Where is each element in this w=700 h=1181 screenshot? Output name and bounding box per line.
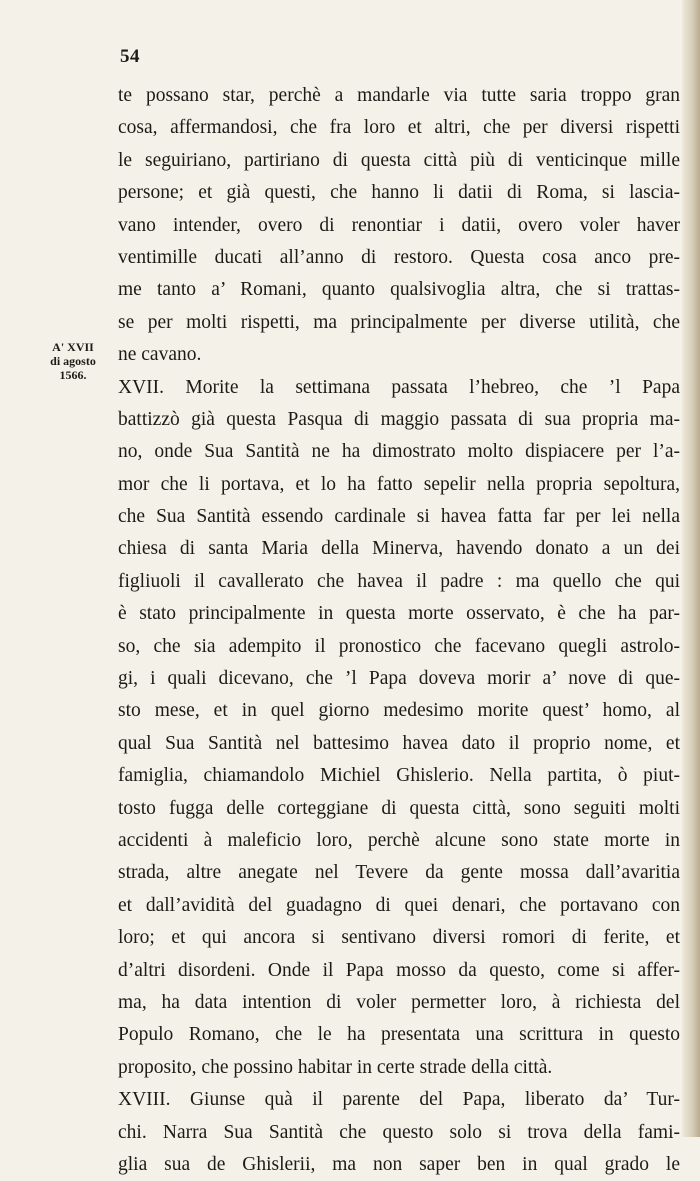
text-line: no, onde Sua Santità ne ha dimostrato molto dispiacere per l’a- bbox=[118, 441, 680, 463]
text-line: persone; et già questi, che hanno li datii di Roma, si lascia- bbox=[118, 182, 680, 204]
margin-note-line: A' XVII bbox=[52, 340, 94, 354]
margin-note-date bbox=[32, 340, 114, 382]
text-line: te possano star, perchè a mandarle via tutte saria troppo gran bbox=[118, 85, 680, 106]
text-line: XVII. Morite la settimana passata l’hebreo, che ’l Papa bbox=[118, 376, 680, 398]
text-line: accidenti à maleficio loro, perchè alcune sono state morte in bbox=[118, 829, 680, 851]
text-line: le seguiriano, partiriano di questa città più di venticinque mille bbox=[118, 149, 680, 171]
text-line: è stato principalmente in questa morte osservato, è che ha par- bbox=[118, 603, 680, 625]
text-line: ventimille ducati all’anno di restoro. Questa cosa anco pre- bbox=[118, 246, 680, 268]
text-line: battizzò già questa Pasqua di maggio passata di sua propria ma- bbox=[118, 408, 680, 430]
text-line: glia sua de Ghislerii, ma non saper ben in qual grado le bbox=[118, 1153, 680, 1175]
text-line: mor che li portava, et lo ha fatto sepelir nella propria sepoltura, bbox=[118, 473, 680, 495]
page-edge-shadow bbox=[682, 0, 700, 1137]
text-line: so, che sia adempito il pronostico che facevano quegli astrolo- bbox=[118, 635, 680, 657]
page-number: 54 bbox=[120, 46, 140, 67]
text-line: d’altri disordeni. Onde il Papa mosso da questo, come si affer- bbox=[118, 959, 680, 981]
text-line: XVIII. Giunse quà il parente del Papa, liberato da’ Tur- bbox=[118, 1089, 680, 1111]
text-line: vano intender, overo di renontiar i datii, overo voler haver bbox=[118, 214, 680, 236]
text-line: famiglia, chiamandolo Michiel Ghislerio. Nella partita, ò piut- bbox=[118, 765, 680, 787]
text-line: strada, altre anegate nel Tevere da gente mossa dall’avaritia bbox=[118, 862, 680, 884]
text-line: che Sua Santità essendo cardinale si havea fatta far per lei nella bbox=[118, 506, 680, 528]
text-line: chiesa di santa Maria della Minerva, havendo donato a un dei bbox=[118, 538, 680, 560]
text-line: proposito, che possino habitar in certe strade della città. bbox=[118, 1056, 553, 1078]
text-line: chi. Narra Sua Santità che questo solo si trova della fami- bbox=[118, 1121, 680, 1143]
text-line: gi, i quali dicevano, che ’l Papa doveva morir a’ nove di que- bbox=[118, 668, 680, 690]
text-line: qual Sua Santità nel battesimo havea dato il proprio nome, et bbox=[118, 732, 680, 754]
text-line: loro; et qui ancora si sentivano diversi romori di ferite, et bbox=[118, 927, 680, 949]
text-line: se per molti rispetti, ma principalmente per diverse utilità, che bbox=[118, 311, 680, 333]
body-text bbox=[118, 80, 680, 1181]
text-line: tosto fugga delle corteggiane di questa città, sono seguiti molti bbox=[118, 797, 680, 819]
text-line: figliuoli il cavallerato che havea il padre : ma quello che qui bbox=[118, 570, 680, 592]
margin-note-line: di agosto bbox=[50, 354, 96, 368]
text-line: cosa, affermandosi, che fra loro et altri, che per diversi rispetti bbox=[118, 117, 680, 139]
text-line: me tanto a’ Romani, quanto qualsivoglia altra, che si trattas- bbox=[118, 279, 680, 301]
text-line: ma, ha data intention di voler permetter loro, à richiesta del bbox=[118, 991, 680, 1013]
text-line: ne cavano. bbox=[118, 344, 202, 366]
margin-note-line: 1566. bbox=[59, 368, 87, 382]
text-line: Populo Romano, che le ha presentata una scrittura in questo bbox=[118, 1024, 680, 1046]
text-line: sto mese, et in quel giorno medesimo morite quest’ homo, al bbox=[118, 700, 680, 722]
text-line: et dall’avidità del guadagno di quei denari, che portavano con bbox=[118, 894, 680, 916]
